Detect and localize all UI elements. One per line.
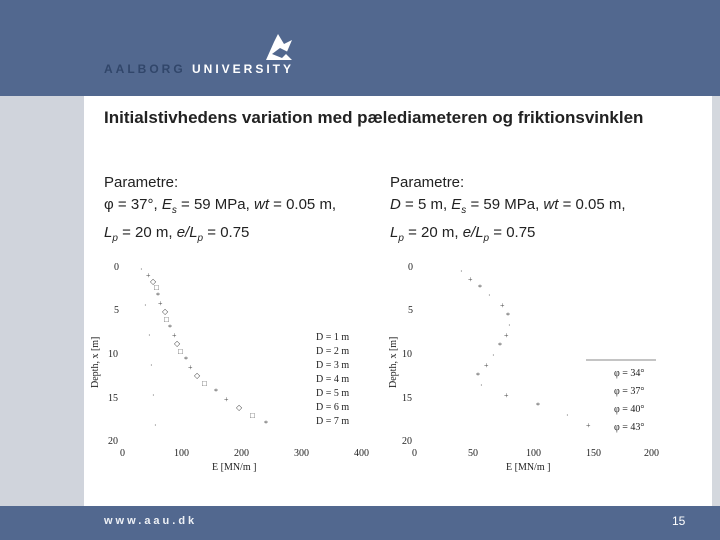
svg-text:□: □ (154, 283, 159, 292)
svg-text:*: * (264, 419, 268, 428)
svg-text:0: 0 (408, 262, 413, 273)
svg-text:+: + (504, 391, 509, 400)
svg-text:150: 150 (586, 448, 601, 459)
svg-text:10: 10 (108, 349, 118, 360)
svg-text:*: * (214, 387, 218, 396)
svg-text:5: 5 (114, 305, 119, 316)
svg-text:20: 20 (402, 436, 412, 447)
svg-text:·: · (492, 351, 495, 360)
svg-text:10: 10 (402, 349, 412, 360)
svg-text:0: 0 (120, 448, 125, 459)
svg-text:·: · (460, 267, 463, 276)
svg-text:0: 0 (114, 262, 119, 273)
university-logo-text: AALBORG UNIVERSITY (104, 62, 295, 76)
svg-text:*: * (476, 371, 480, 380)
svg-text:20: 20 (108, 436, 118, 447)
left-params-heading: Parametre: (104, 174, 179, 191)
svg-text:50: 50 (468, 448, 478, 459)
page-number: 15 (672, 514, 686, 528)
svg-text:5: 5 (408, 305, 413, 316)
svg-text:D = 1 m: D = 1 m (316, 332, 350, 343)
svg-text:*: * (498, 341, 502, 350)
right-plot-markers (460, 267, 591, 430)
svg-text:+: + (504, 331, 509, 340)
svg-text:◇: ◇ (236, 403, 243, 412)
svg-text:0: 0 (412, 448, 417, 459)
left-plot-legend (316, 332, 349, 427)
left-params-line1: φ = 37°, $E_s = 59$ MPa, wt = 0.05 m, (104, 196, 337, 216)
svg-text:□: □ (202, 379, 207, 388)
right-parameters (390, 172, 626, 250)
svg-text:·: · (144, 301, 147, 310)
left-params-line2: $L_p = 20$ m, $e/L_p = 0.75$ (104, 224, 250, 244)
right-plot-ylabel: Depth, x [m] (388, 336, 399, 388)
right-plot-yticks (402, 262, 413, 447)
university-logo-icon (262, 30, 296, 64)
svg-text:D = 3 m: D = 3 m (316, 360, 350, 371)
left-plot-xlabel: E [MN/m ] (212, 462, 257, 473)
svg-text:φ = 34°: φ = 34° (614, 368, 645, 379)
svg-text:D = 4 m: D = 4 m (316, 374, 350, 385)
svg-text:◇: ◇ (162, 307, 169, 316)
svg-text:D = 2 m: D = 2 m (316, 346, 350, 357)
svg-text:φ = 43°: φ = 43° (614, 422, 645, 433)
svg-text:·: · (154, 421, 157, 430)
svg-text:D = 5 m: D = 5 m (316, 388, 350, 399)
right-plot-xlabel: E [MN/m ] (506, 462, 551, 473)
left-plot-xticks (120, 448, 369, 459)
right-params-line1: D = 5 m, $E_s = 59$ MPa, wt = 0.05 m, (390, 196, 626, 216)
svg-text:+: + (224, 395, 229, 404)
svg-text:200: 200 (234, 448, 249, 459)
svg-text:·: · (566, 411, 569, 420)
svg-text:φ = 40°: φ = 40° (614, 404, 645, 415)
svg-text:D = 7 m: D = 7 m (316, 416, 350, 427)
svg-text:+: + (500, 301, 505, 310)
header-band (0, 0, 720, 96)
svg-text:100: 100 (526, 448, 541, 459)
svg-text:300: 300 (294, 448, 309, 459)
footer-url[interactable]: www.aau.dk (104, 515, 198, 527)
svg-text:*: * (478, 283, 482, 292)
right-plot-xticks (412, 448, 659, 459)
right-params-line2: $L_p = 20$ m, $e/L_p = 0.75$ (390, 224, 536, 244)
svg-text:+: + (172, 331, 177, 340)
svg-text:·: · (152, 391, 155, 400)
left-plot-yticks (108, 262, 119, 447)
svg-text:·: · (508, 321, 511, 330)
left-side-band (0, 96, 84, 506)
svg-text:◇: ◇ (150, 277, 157, 286)
right-params-heading: Parametre: (390, 174, 465, 191)
svg-text:*: * (168, 323, 172, 332)
left-parameters (104, 172, 336, 250)
left-plot-ylabel: Depth, x [m] (90, 336, 101, 388)
svg-text:+: + (158, 299, 163, 308)
svg-text:+: + (586, 421, 591, 430)
svg-text:+: + (468, 275, 473, 284)
left-plot-markers (140, 265, 268, 430)
slide-title: Initialstivhedens variation med pælediameteren og friktionsvinklen (104, 108, 644, 127)
svg-text:□: □ (178, 347, 183, 356)
svg-text:400: 400 (354, 448, 369, 459)
svg-text:*: * (184, 355, 188, 364)
left-stiffness-plot (84, 248, 376, 480)
svg-text:◇: ◇ (174, 339, 181, 348)
svg-text:◇: ◇ (194, 371, 201, 380)
svg-text:*: * (506, 311, 510, 320)
svg-text:*: * (156, 291, 160, 300)
svg-text:15: 15 (402, 393, 412, 404)
right-stiffness-plot (376, 248, 666, 480)
svg-text:·: · (480, 381, 483, 390)
svg-text:□: □ (164, 315, 169, 324)
svg-text:200: 200 (644, 448, 659, 459)
svg-text:+: + (146, 271, 151, 280)
svg-text:15: 15 (108, 393, 118, 404)
svg-text:+: + (188, 363, 193, 372)
svg-text:φ = 37°: φ = 37° (614, 386, 645, 397)
right-side-band (712, 96, 720, 506)
svg-text:D = 6 m: D = 6 m (316, 402, 350, 413)
svg-text:·: · (148, 331, 151, 340)
right-plot-legend (614, 368, 644, 433)
svg-text:+: + (484, 361, 489, 370)
svg-text:□: □ (250, 411, 255, 420)
svg-text:*: * (536, 401, 540, 410)
svg-text:100: 100 (174, 448, 189, 459)
svg-text:·: · (488, 291, 491, 300)
svg-text:·: · (150, 361, 153, 370)
svg-text:·: · (140, 265, 143, 274)
